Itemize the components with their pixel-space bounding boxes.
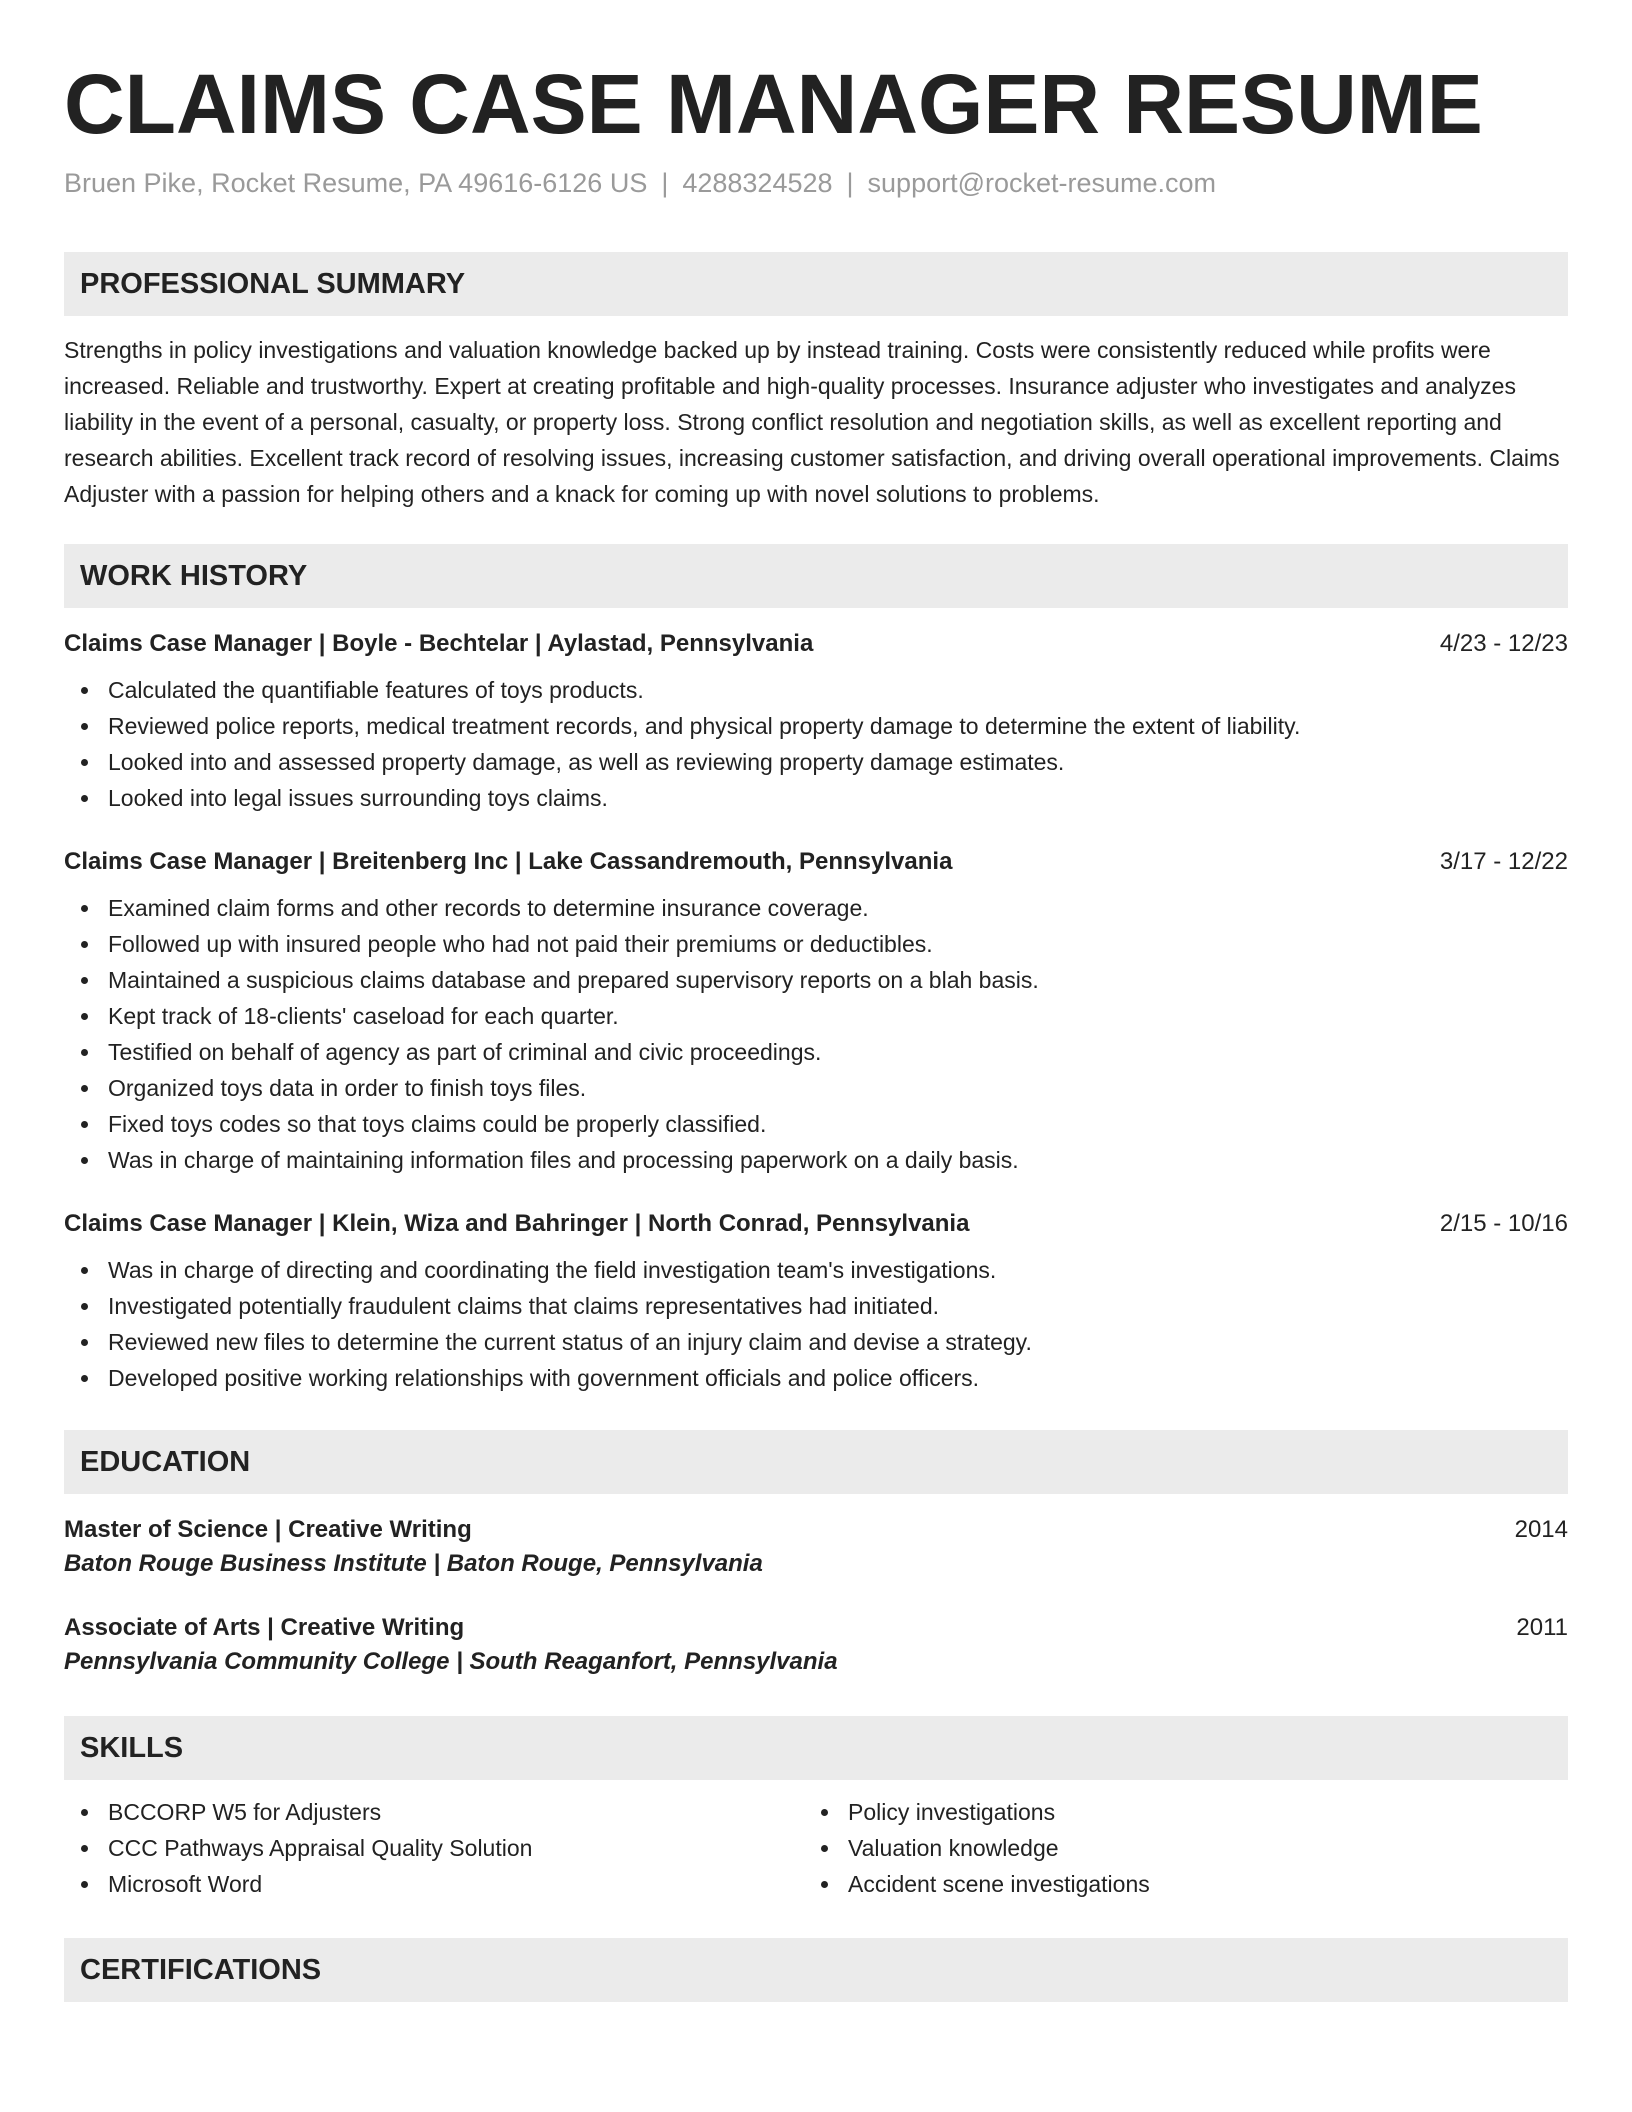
education-year: 2014 — [1514, 1516, 1568, 1543]
contact-address: Bruen Pike, Rocket Resume, PA 49616-6126 US — [64, 168, 648, 198]
job-dates: 3/17 - 12/22 — [1439, 848, 1568, 875]
job-bullets — [64, 890, 1568, 1178]
section-heading-work-history: WORK HISTORY — [64, 544, 1568, 608]
education-degree: Associate of Arts | Creative Writing — [64, 1614, 465, 1641]
job-title: Claims Case Manager | Klein, Wiza and Bahringer | North Conrad, Pennsylvania — [64, 1210, 970, 1237]
section-heading-summary: PROFESSIONAL SUMMARY — [64, 252, 1568, 316]
skill-item: Policy investigations — [848, 1794, 1544, 1830]
job-bullet: Testified on behalf of agency as part of criminal and civic proceedings. — [108, 1034, 1568, 1070]
section-heading-skills: SKILLS — [64, 1716, 1568, 1780]
job-bullet: Examined claim forms and other records to determine insurance coverage. — [108, 890, 1568, 926]
skill-item: Accident scene investigations — [848, 1866, 1544, 1902]
contact-line — [64, 166, 1568, 200]
job-header — [64, 1208, 1568, 1240]
skills-column-right — [804, 1794, 1544, 1902]
education-header — [64, 1514, 1568, 1546]
contact-separator: | — [661, 168, 669, 198]
job-bullet: Was in charge of maintaining information files and processing paperwork on a daily basis. — [108, 1142, 1568, 1178]
job-bullet: Maintained a suspicious claims database and prepared supervisory reports on a blah basis. — [108, 962, 1568, 998]
skill-item: Microsoft Word — [108, 1866, 804, 1902]
job-bullet: Investigated potentially fraudulent claims that claims representatives had initiated. — [108, 1288, 1568, 1324]
job-bullet: Organized toys data in order to finish toys files. — [108, 1070, 1568, 1106]
contact-phone: 4288324528 — [682, 168, 833, 198]
contact-separator: | — [846, 168, 854, 198]
education-entry — [64, 1514, 1568, 1582]
resume-title: CLAIMS CASE MANAGER RESUME — [64, 57, 1483, 151]
job-bullet: Was in charge of directing and coordinating the field investigation team's investigations. — [108, 1252, 1568, 1288]
job-bullet: Reviewed new files to determine the current status of an injury claim and devise a strategy. — [108, 1324, 1568, 1360]
skill-item: BCCORP W5 for Adjusters — [108, 1794, 804, 1830]
job-bullet: Followed up with insured people who had not paid their premiums or deductibles. — [108, 926, 1568, 962]
contact-email: support@rocket-resume.com — [867, 168, 1217, 198]
skills-column-left — [64, 1794, 804, 1902]
skills-bullets-right — [804, 1794, 1544, 1902]
job-title: Claims Case Manager | Breitenberg Inc | Lake Cassandremouth, Pennsylvania — [64, 848, 953, 875]
job-bullet: Looked into legal issues surrounding toys claims. — [108, 780, 1568, 816]
job-bullet: Kept track of 18-clients' caseload for each quarter. — [108, 998, 1568, 1034]
job-bullet: Reviewed police reports, medical treatment records, and physical property damage to determine the extent of liability. — [108, 708, 1568, 744]
skills-bullets-left — [64, 1794, 804, 1902]
job-entry — [64, 846, 1568, 1178]
job-bullet: Fixed toys codes so that toys claims could be properly classified. — [108, 1106, 1568, 1142]
skill-item: CCC Pathways Appraisal Quality Solution — [108, 1830, 804, 1866]
section-heading-certifications: CERTIFICATIONS — [64, 1938, 1568, 2002]
education-year: 2011 — [1516, 1614, 1568, 1641]
job-bullet: Developed positive working relationships with government officials and police officers. — [108, 1360, 1568, 1396]
education-degree: Master of Science | Creative Writing — [64, 1516, 472, 1543]
job-bullet: Looked into and assessed property damage, as well as reviewing property damage estimates. — [108, 744, 1568, 780]
job-bullet: Calculated the quantifiable features of toys products. — [108, 672, 1568, 708]
job-dates: 2/15 - 10/16 — [1439, 1210, 1568, 1237]
skills-list — [64, 1794, 1568, 1902]
skill-item: Valuation knowledge — [848, 1830, 1544, 1866]
education-header — [64, 1612, 1568, 1644]
job-bullets — [64, 672, 1568, 816]
job-title: Claims Case Manager | Boyle - Bechtelar | Aylastad, Pennsylvania — [64, 630, 814, 657]
job-bullets — [64, 1252, 1568, 1396]
job-header — [64, 628, 1568, 660]
job-dates: 4/23 - 12/23 — [1439, 630, 1568, 657]
summary-text: Strengths in policy investigations and valuation knowledge backed up by instead training. Costs were consistently reduced while profits were increased. Reliable and trustworthy. Expert at creating profitable and high-quality processes. Insurance adjuster who investigates and analyzes liability in the event of a personal, casualty, or property loss. Strong conflict resolution and negotiation skills, as well as excellent reporting and research abilities. Excellent track record of resolving issues, increasing customer satisfaction, and driving overall operational improvements. Claims Adjuster with a passion for helping others and a knack for coming up with novel solutions to problems. — [64, 337, 1560, 507]
job-header — [64, 846, 1568, 878]
section-heading-education: EDUCATION — [64, 1430, 1568, 1494]
job-entry — [64, 1208, 1568, 1396]
education-school: Baton Rouge Business Institute | Baton Rouge, Pennsylvania — [64, 1550, 763, 1577]
education-entry — [64, 1612, 1568, 1680]
job-entry — [64, 628, 1568, 816]
education-school: Pennsylvania Community College | South Reaganfort, Pennsylvania — [64, 1648, 838, 1675]
